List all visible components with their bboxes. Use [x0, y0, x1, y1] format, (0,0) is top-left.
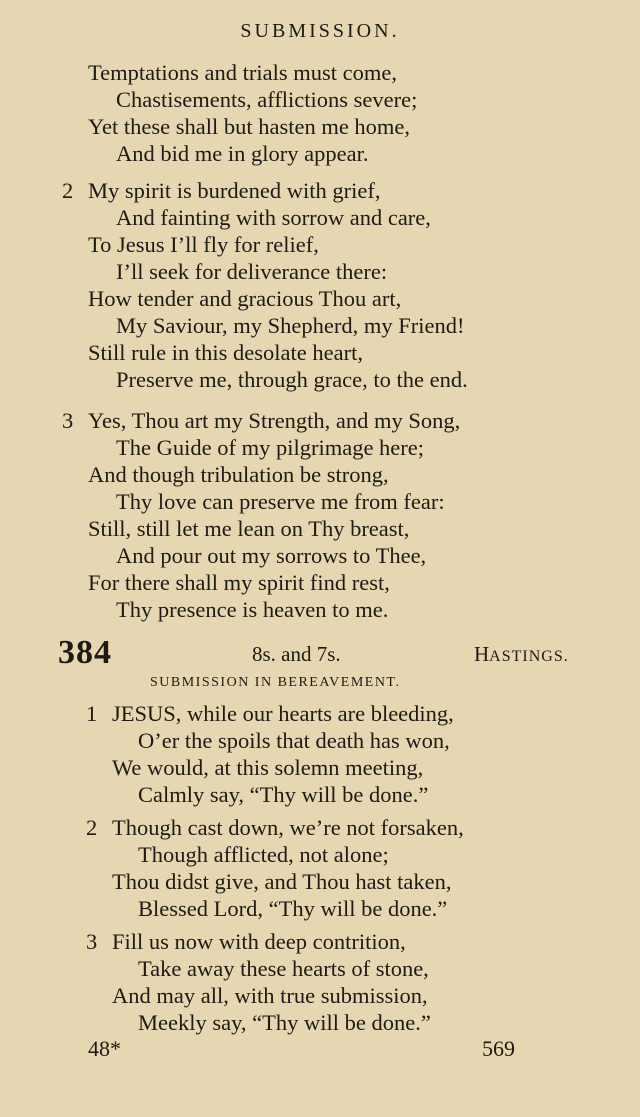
- verse-line: And fainting with sorrow and care,: [116, 205, 431, 230]
- verse-line: Though afflicted, not alone;: [138, 842, 389, 867]
- stanza-number: 2: [62, 178, 74, 203]
- verse-line: Temptations and trials must come,: [88, 60, 397, 85]
- verse-line: Preserve me, through grace, to the end.: [116, 367, 468, 392]
- verse-line: Calmly say, “Thy will be done.”: [138, 782, 429, 807]
- stanza-number: 2: [86, 815, 98, 840]
- verse-line: Chastisements, afflictions severe;: [116, 87, 418, 112]
- verse-line: Thou didst give, and Thou hast taken,: [112, 869, 452, 894]
- tune-name: [474, 644, 569, 665]
- stanza-number: 3: [86, 929, 98, 954]
- signature-mark: 48*: [88, 1036, 121, 1061]
- verse-line: Take away these hearts of stone,: [138, 956, 429, 981]
- verse-line: I’ll seek for deliverance there:: [116, 259, 388, 284]
- verse-line: And may all, with true submission,: [112, 983, 428, 1008]
- verse-line: Though cast down, we’re not forsaken,: [112, 815, 464, 840]
- verse-line: Blessed Lord, “Thy will be done.”: [138, 896, 448, 921]
- verse-line: Yet these shall but hasten me home,: [88, 114, 411, 139]
- verse-line: Yes, Thou art my Strength, and my Song,: [88, 408, 461, 433]
- verse-line: My Saviour, my Shepherd, my Friend!: [116, 313, 465, 338]
- verse-line: Still rule in this desolate heart,: [88, 340, 363, 365]
- verse-line: The Guide of my pilgrimage here;: [116, 435, 425, 460]
- tune-initial: H: [474, 642, 490, 666]
- verse-line: We would, at this solemn meeting,: [112, 755, 424, 780]
- verse-line: For there shall my spirit find rest,: [88, 570, 390, 595]
- page-number: 569: [482, 1036, 515, 1061]
- verse-line: Fill us now with deep contrition,: [112, 929, 406, 954]
- verse-line: And pour out my sorrows to Thee,: [116, 543, 427, 568]
- verse-line: And bid me in glory appear.: [116, 141, 369, 166]
- verse-line: To Jesus I’ll fly for relief,: [88, 232, 319, 257]
- verse-line: How tender and gracious Thou art,: [88, 286, 402, 311]
- verse-line: O’er the spoils that death has won,: [138, 728, 450, 753]
- hymn-subtitle: SUBMISSION IN BEREAVEMENT.: [150, 675, 401, 690]
- hymn-meter: 8s. and 7s.: [252, 642, 341, 666]
- verse-line: Thy presence is heaven to me.: [116, 597, 389, 622]
- stanza-number: 1: [86, 701, 98, 726]
- stanza-number: 3: [62, 408, 74, 433]
- verse-line: Meekly say, “Thy will be done.”: [138, 1010, 431, 1035]
- hymn-number: 384: [58, 634, 112, 671]
- verse-line: JESUS, while our hearts are bleeding,: [112, 701, 454, 726]
- verse-line: And though tribulation be strong,: [88, 462, 389, 487]
- running-head: SUBMISSION.: [240, 20, 400, 42]
- verse-line: Still, still let me lean on Thy breast,: [88, 516, 410, 541]
- tune-rest: ASTINGS.: [489, 648, 569, 665]
- verse-line: My spirit is burdened with grief,: [88, 178, 381, 203]
- verse-line: Thy love can preserve me from fear:: [116, 489, 445, 514]
